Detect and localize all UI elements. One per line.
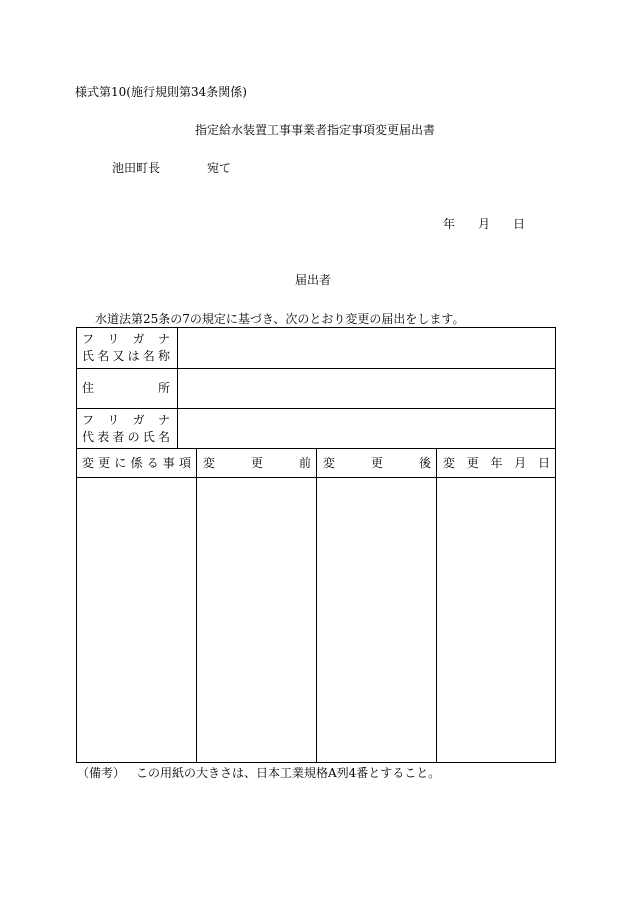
- form-number: 様式第10(施行規則第34条関係): [75, 85, 247, 99]
- representative-row: [77, 409, 555, 449]
- representative-name-label: 代 表 者 の 氏 名: [82, 429, 170, 444]
- name-label-cell: [77, 328, 178, 368]
- change-notification-table: [76, 327, 556, 763]
- form-title: 指定給水装置工事事業者指定事項変更届出書: [195, 123, 436, 137]
- representative-furigana-label: フ リ ガ ナ: [82, 412, 170, 427]
- header-before-label: 変 更 前: [203, 456, 311, 470]
- date-year-label: 年: [443, 217, 456, 231]
- address-row: [77, 369, 555, 409]
- change-body-row: [77, 478, 555, 762]
- applicant-label: 届出者: [295, 273, 332, 287]
- header-cell-after: [317, 449, 437, 477]
- address-value-cell: [178, 369, 555, 408]
- header-changed-item-label: 変 更 に 係 る 事 項: [82, 456, 191, 470]
- change-header-row: [77, 449, 555, 478]
- statement-text: 水道法第25条の7の規定に基づき、次のとおり変更の届出をします。: [95, 312, 465, 326]
- name-label: 氏 名 又 は 名 称: [82, 349, 170, 363]
- header-cell-changed-item: [77, 449, 197, 477]
- body-cell-changed-item: [77, 478, 197, 762]
- representative-value-cell: [178, 409, 555, 448]
- header-cell-before: [197, 449, 317, 477]
- note-label: （備考）: [77, 766, 126, 780]
- address-label-cell: [77, 369, 178, 408]
- header-cell-change-date: [437, 449, 555, 477]
- name-furigana-label: フ リ ガ ナ: [82, 332, 170, 346]
- addressee-suffix: 宛て: [207, 161, 232, 175]
- body-cell-before: [197, 478, 317, 762]
- representative-label-cell: [77, 409, 178, 448]
- date-day-label: 日: [513, 217, 526, 231]
- body-cell-after: [317, 478, 437, 762]
- name-row: [77, 328, 555, 369]
- name-value-cell: [178, 328, 555, 368]
- address-label: 住 所: [82, 381, 170, 395]
- header-change-date-label: 変 更 年 月 日: [443, 456, 550, 470]
- addressee-name: 池田町長: [112, 161, 161, 175]
- date-month-label: 月: [478, 217, 491, 231]
- note-text: この用紙の大きさは、日本工業規格A列4番とすること。: [136, 766, 441, 780]
- body-cell-change-date: [437, 478, 555, 762]
- header-after-label: 変 更 後: [323, 456, 431, 470]
